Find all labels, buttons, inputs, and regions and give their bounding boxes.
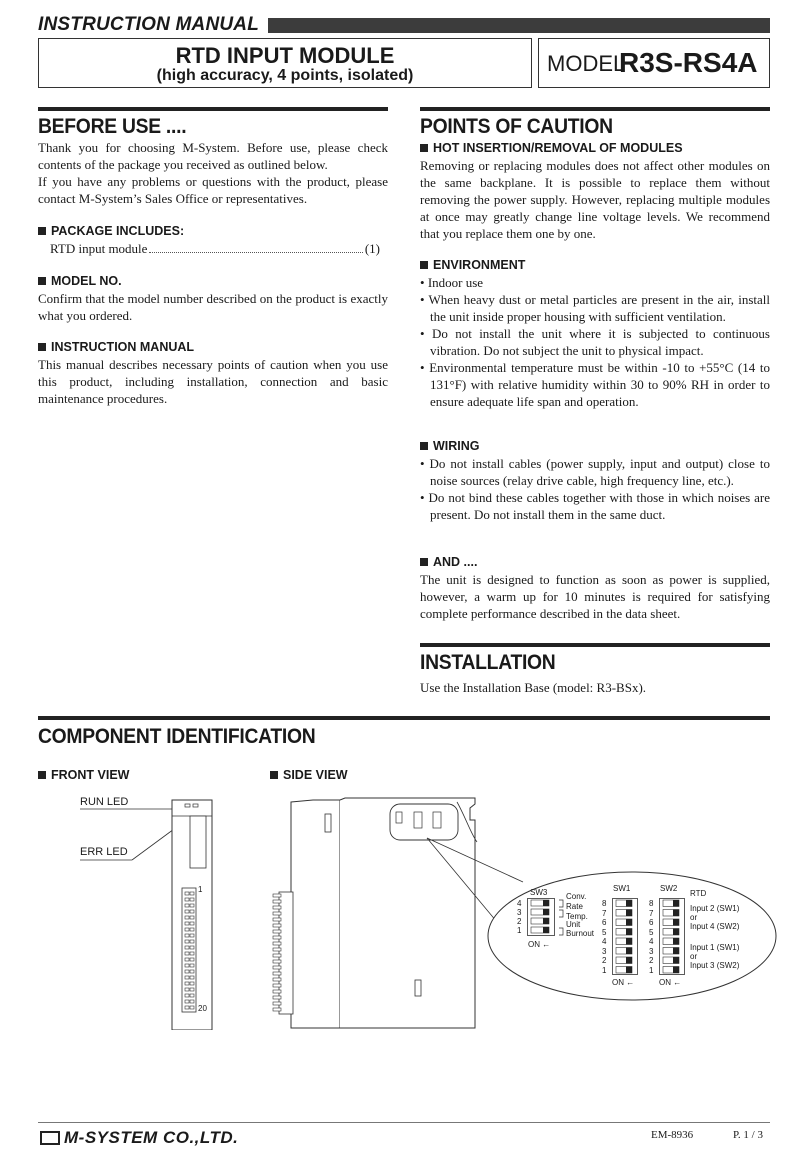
switch-position-number: 5	[649, 927, 654, 937]
square-bullet-icon	[38, 227, 46, 235]
switch-position-number: 8	[649, 899, 654, 908]
logo-mark-icon	[40, 1131, 60, 1145]
terminal-tooth	[273, 966, 281, 969]
sw2-label: SW2	[660, 884, 678, 893]
installation-text: Use the Installation Base (model: R3-BSx).	[420, 680, 647, 695]
switch-position-number: 5	[602, 927, 607, 937]
hot-title-text: HOT INSERTION/REMOVAL OF MODULES	[433, 141, 683, 155]
switch-position-number: 6	[602, 918, 607, 927]
switch-position-number: 1	[649, 965, 654, 975]
model-box	[538, 38, 770, 88]
switch-position-number: 3	[517, 908, 522, 917]
input4-label: Input 4 (SW2)	[690, 922, 740, 931]
terminal-1-label: 1	[198, 885, 203, 894]
front-view-drawing	[60, 790, 230, 1030]
dip-lever	[616, 900, 632, 907]
err-led	[193, 804, 198, 807]
terminal-tooth	[273, 930, 281, 933]
burnout-label: Burnout	[566, 929, 595, 938]
front-view-title	[38, 768, 129, 782]
env-list	[420, 274, 770, 410]
sw2-on-label: ON ←	[659, 978, 682, 987]
or-label: or	[690, 913, 698, 922]
dip-lever	[616, 919, 632, 926]
sw1-on-label: ON ←	[612, 978, 635, 987]
terminal-tooth	[273, 960, 281, 963]
square-bullet-icon	[420, 442, 428, 450]
terminal-tooth	[273, 984, 281, 987]
list-item: • Environmental temperature must be within -10 to +55°C (14 to 131°F) with relative humidity within 30 to 90% RH in order to ensure adequate life span and operation.	[420, 360, 770, 409]
manual-label: INSTRUCTION MANUAL	[38, 14, 260, 35]
dip-lever	[616, 948, 632, 955]
list-item: • Do not install cables (power supply, input and output) close to noise sources (relay drive cable, high frequency line, etc.).	[420, 456, 770, 488]
section-rule	[420, 643, 770, 647]
dip-lever	[531, 918, 549, 924]
switch-position-number: 3	[602, 946, 607, 956]
switch-position-number: 3	[649, 946, 654, 956]
terminal-tooth	[273, 918, 281, 921]
model-label: MODEL	[547, 51, 626, 76]
terminal-tooth	[273, 948, 281, 951]
terminal-tooth	[273, 906, 281, 909]
side-front-part	[291, 800, 340, 1028]
run-led-label: RUN LED	[80, 796, 129, 808]
terminal-tooth	[273, 924, 281, 927]
list-item: • Do not install the unit where it is subjected to continuous vibration. Do not subject the unit to physical impact.	[420, 326, 770, 358]
sw1-dip-switch	[612, 898, 642, 978]
dip-lever	[531, 900, 549, 906]
square-bullet-icon	[420, 261, 428, 269]
dip-lever	[616, 938, 632, 945]
switch-position-number: 8	[602, 899, 607, 908]
or-label: or	[690, 952, 698, 961]
switch-position-number: 4	[517, 899, 522, 908]
front-window	[190, 816, 206, 868]
wiring-list	[420, 455, 770, 523]
switch-position-number: 7	[649, 908, 654, 918]
switch-position-number: 2	[602, 956, 607, 965]
dip-lever	[663, 967, 679, 974]
input3-label: Input 3 (SW2)	[690, 961, 740, 970]
before-use-intro: Thank you for choosing M-System. Before use, please check contents of the package you received as outlined below.	[38, 140, 388, 172]
rtd-label: RTD	[690, 889, 707, 898]
dip-lever	[663, 919, 679, 926]
dip-lever	[531, 909, 549, 915]
page-title: RTD INPUT MODULE	[175, 43, 395, 68]
side-view-drawing	[265, 790, 785, 1040]
component-title: COMPONENT IDENTIFICATION	[38, 725, 316, 748]
terminal-tooth	[273, 1008, 281, 1011]
caution-title: POINTS OF CAUTION	[420, 115, 613, 138]
page-number: P. 1 / 3	[733, 1129, 763, 1141]
before-use-contact: If you have any problems or questions with the product, please contact M-System’s Sales Office or representatives.	[38, 174, 388, 206]
manual-title	[38, 340, 194, 354]
terminal-20-label: 20	[198, 1004, 207, 1013]
package-title-text: PACKAGE INCLUDES:	[51, 224, 185, 238]
before-use-title: BEFORE USE ....	[38, 115, 187, 138]
front-view-text: FRONT VIEW	[51, 768, 130, 782]
switch-position-number: 1	[517, 926, 522, 935]
square-bullet-icon	[38, 343, 46, 351]
wiring-title	[420, 439, 480, 453]
side-view-text: SIDE VIEW	[283, 768, 348, 782]
package-qty: (1)	[364, 241, 380, 256]
temp-label: Temp.	[566, 912, 588, 921]
wiring-title-text: WIRING	[433, 439, 480, 453]
dip-lever	[663, 910, 679, 917]
manual-text: This manual describes necessary points of caution when you use this product, including installation, connection and basic maintenance procedures.	[38, 357, 388, 406]
run-led	[185, 804, 190, 807]
terminal-tooth	[273, 972, 281, 975]
dip-lever	[616, 957, 632, 964]
and-title-text: AND ....	[433, 555, 478, 569]
dip-lever	[531, 927, 549, 933]
square-bullet-icon	[270, 771, 278, 779]
section-rule	[38, 716, 770, 720]
package-item-line	[50, 240, 380, 257]
model-no-title-text: MODEL NO.	[51, 274, 122, 288]
rate-label: Rate	[566, 902, 583, 911]
dip-lever	[663, 957, 679, 964]
model-name: R3S-RS4A	[619, 47, 758, 78]
sw3-dip-switch	[527, 898, 557, 942]
dip-lever	[616, 967, 632, 974]
section-rule	[420, 107, 770, 111]
switch-position-number: 1	[602, 965, 607, 975]
dip-lever	[663, 948, 679, 955]
switch-position-number: 4	[602, 937, 607, 946]
terminal-tooth	[273, 954, 281, 957]
sw2-dip-switch	[659, 898, 689, 978]
section-rule	[38, 107, 388, 111]
dip-lever	[663, 938, 679, 945]
input2-label: Input 2 (SW1)	[690, 904, 740, 913]
switch-position-number: 6	[649, 918, 654, 927]
sw3-on-label: ON ←	[528, 940, 551, 949]
env-title-text: ENVIRONMENT	[433, 258, 526, 272]
and-title	[420, 555, 477, 569]
list-item: • Do not bind these cables together with those in which noises are present. Do not install them in the same duct.	[420, 490, 770, 522]
side-view-title	[270, 768, 348, 782]
switch-position-number: 7	[602, 908, 607, 918]
footer-rule	[38, 1122, 770, 1123]
dip-lever	[616, 929, 632, 936]
header-bar	[268, 18, 770, 33]
conv-label: Conv.	[566, 892, 587, 901]
sw1-label: SW1	[613, 884, 631, 893]
terminal-tooth	[273, 900, 281, 903]
hot-text: Removing or replacing modules does not affect other modules on the same backplane. It is possible to replace them without removing the power supply. However, replacing multiple modules at once may greatly change line voltage levels. We recommend that you replace them one by one.	[420, 158, 770, 241]
and-text: The unit is designed to function as soon as power is supplied, however, a warm up for 10 minutes is required for satisfying complete performance described in the data sheet.	[420, 572, 770, 621]
switch-position-number: 2	[517, 917, 522, 926]
dip-lever	[663, 900, 679, 907]
model-no-text: Confirm that the model number described on the product is exactly what you ordered.	[38, 291, 388, 323]
terminal-tooth	[273, 936, 281, 939]
terminal-tooth	[273, 894, 281, 897]
switch-position-number: 2	[649, 956, 654, 965]
manual-title-text: INSTRUCTION MANUAL	[51, 340, 195, 354]
square-bullet-icon	[38, 277, 46, 285]
model-no-title	[38, 274, 122, 288]
unit-label: Unit	[566, 920, 581, 929]
sw3-label: SW3	[530, 888, 548, 897]
document-number: EM-8936	[651, 1129, 694, 1141]
switch-position-number: 4	[649, 937, 654, 946]
square-bullet-icon	[420, 558, 428, 566]
err-led-label: ERR LED	[80, 846, 128, 858]
list-item: • Indoor use	[420, 275, 484, 290]
terminal-tooth	[273, 942, 281, 945]
company-logo: M-SYSTEM CO.,LTD.	[40, 1128, 238, 1148]
square-bullet-icon	[38, 771, 46, 779]
terminal-tooth	[273, 990, 281, 993]
hot-title	[420, 141, 683, 155]
terminal-tooth	[273, 912, 281, 915]
env-title	[420, 258, 525, 272]
dip-lever	[663, 929, 679, 936]
package-item: RTD input module	[50, 241, 148, 256]
terminal-tooth	[273, 996, 281, 999]
installation-title: INSTALLATION	[420, 651, 556, 674]
input1-label: Input 1 (SW1)	[690, 943, 740, 952]
terminal-tooth	[273, 1002, 281, 1005]
package-title	[38, 224, 184, 238]
dip-lever	[616, 910, 632, 917]
title-box	[38, 38, 532, 88]
list-item: • When heavy dust or metal particles are present in the air, install the unit inside proper housing with sufficient ventilation.	[420, 292, 770, 324]
leader-dots	[149, 240, 362, 253]
terminal-tooth	[273, 978, 281, 981]
page-subtitle: (high accuracy, 4 points, isolated)	[156, 67, 414, 84]
square-bullet-icon	[420, 144, 428, 152]
